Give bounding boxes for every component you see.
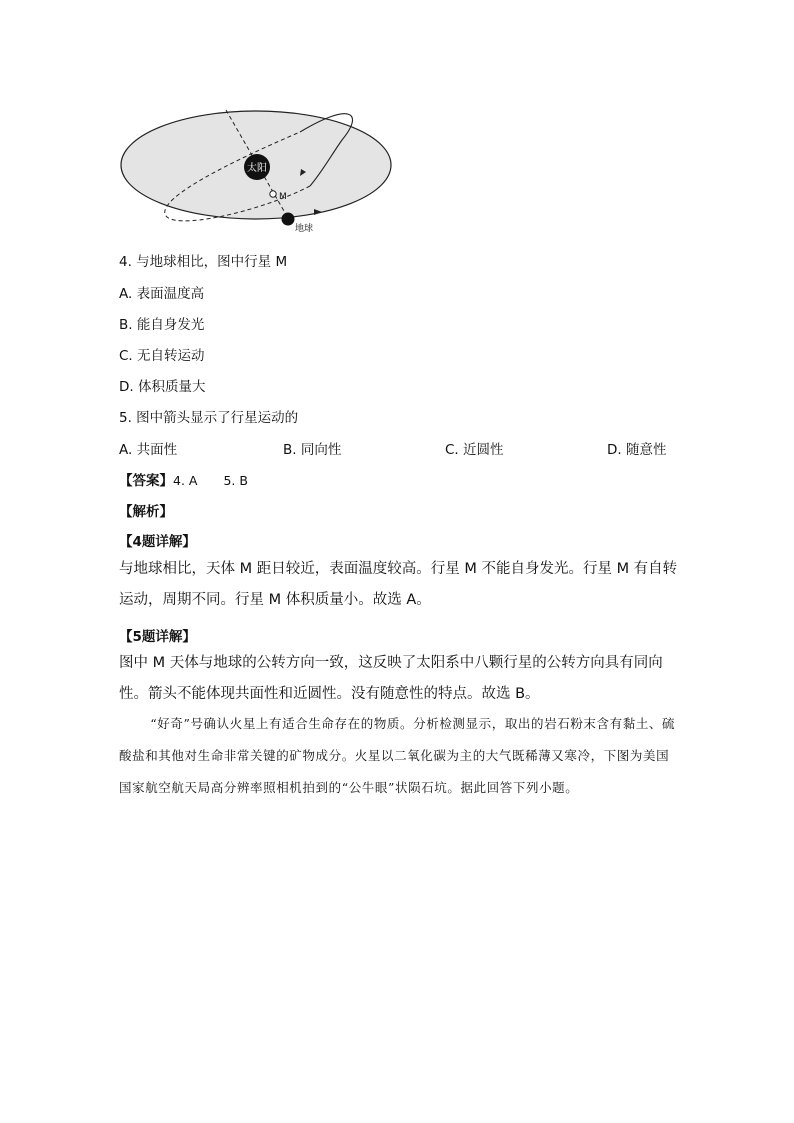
q4-option-b: B. 能自身发光: [119, 317, 205, 333]
detail4-text: 与地球相比，天体 M 距日较近，表面温度较高。行星 M 不能自身发光。行星 M 有自转运动，周期不同。行星 M 体积质量小。故选 A。: [119, 561, 678, 608]
answer-row: [119, 469, 248, 489]
q5-option-d: D. 随意性: [607, 442, 667, 458]
q4-option-c: C. 无自转运动: [119, 348, 205, 364]
q4-stem: 4. 与地球相比，图中行星 M: [119, 254, 288, 270]
earth-icon: [282, 213, 295, 226]
solar-orbit-diagram: [110, 92, 410, 242]
q5-option-c: C. 近圆性: [445, 442, 504, 458]
earth-label: 地球: [295, 224, 314, 234]
planet-m-label: M: [279, 192, 287, 202]
answer-label: 【答案】: [119, 473, 173, 489]
q5-option-b: B. 同向性: [283, 442, 342, 458]
detail4-label: 【4题详解】: [119, 534, 196, 550]
q5-stem: 5. 图中箭头显示了行星运动的: [119, 410, 299, 426]
analysis-label: 【解析】: [119, 504, 173, 520]
answer-5: 5. B: [223, 473, 248, 488]
q4-option-d: D. 体积质量大: [119, 379, 206, 395]
planet-m-icon: [270, 191, 276, 197]
detail5-label: 【5题详解】: [119, 629, 196, 645]
answer-4: 4. A: [173, 473, 198, 488]
q5-option-a: A. 共面性: [119, 442, 178, 458]
detail5-text: 图中 M 天体与地球的公转方向一致，这反映了太阳系中八颗行星的公转方向具有同向性。箭头不能体现共面性和近圆性。没有随意性的特点。故选 B。: [119, 655, 663, 702]
q4-option-a: A. 表面温度高: [119, 286, 205, 302]
sun-label: 太阳: [247, 163, 267, 174]
passage-text: “好奇”号确认火星上有适合生命存在的物质。分析检测显示，取出的岩石粉末含有黏土、硫酸盐和其他对生命非常关键的矿物成分。火星以二氧化碳为主的大气既稀薄又寒冷，下图为美国国家航空航天局高分辨率照相机拍到的“公牛眼”状陨石坑。据此回答下列小题。: [119, 716, 676, 795]
